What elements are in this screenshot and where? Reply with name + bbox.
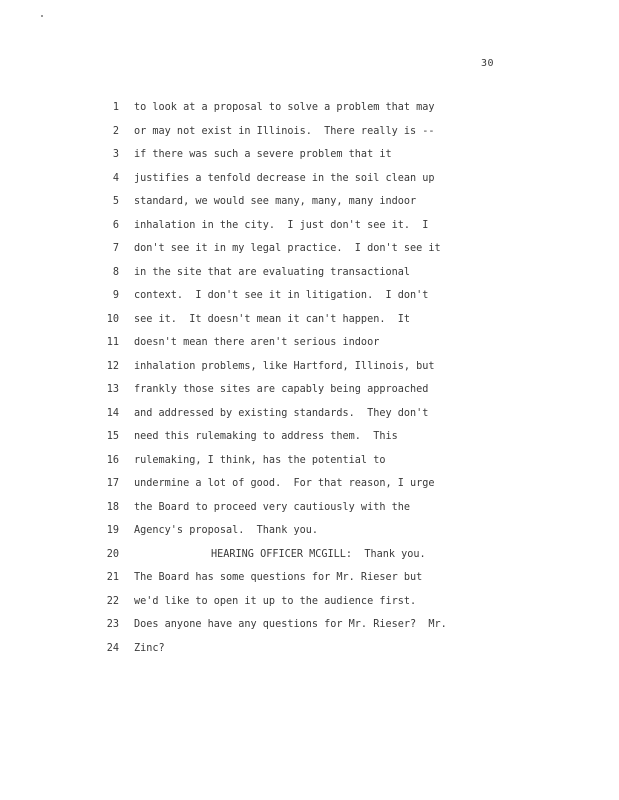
line-text: frankly those sites are capably being approached	[134, 384, 429, 395]
scan-speck	[41, 15, 43, 17]
transcript-line	[0, 523, 619, 539]
line-number: 8	[112, 266, 119, 278]
line-number: 22	[106, 595, 119, 607]
transcript-line	[0, 594, 619, 610]
line-text: doesn't mean there aren't serious indoor	[134, 337, 380, 348]
line-text: or may not exist in Illinois. There really is --	[134, 125, 435, 137]
line-text: Zinc?	[134, 642, 165, 654]
transcript-line	[0, 288, 619, 304]
transcript-line	[0, 570, 619, 586]
line-number: 24	[106, 642, 119, 654]
line-text: context. I don't see it in litigation. I don't	[134, 290, 429, 301]
line-number: 4	[112, 172, 119, 184]
transcript-line	[0, 124, 619, 140]
transcript-line	[0, 194, 619, 210]
line-number: 16	[106, 454, 119, 466]
line-number: 3	[112, 149, 119, 160]
line-text: rulemaking, I think, has the potential to	[134, 454, 386, 466]
line-text: Agency's proposal. Thank you.	[134, 525, 319, 536]
line-text: need this rulemaking to address them. This	[134, 431, 398, 442]
line-text: inhalation in the city. I just don't see it. I	[134, 219, 429, 231]
line-text: if there was such a severe problem that it	[134, 149, 392, 160]
line-number: 15	[106, 431, 119, 442]
line-number: 6	[112, 219, 119, 231]
line-number: 5	[112, 196, 119, 207]
line-number: 14	[106, 407, 119, 419]
line-text: and addressed by existing standards. They don't	[134, 407, 429, 419]
transcript-line	[0, 359, 619, 375]
transcript-line	[0, 500, 619, 516]
line-number: 23	[106, 619, 119, 630]
line-number: 10	[106, 313, 119, 325]
transcript-line	[0, 241, 619, 257]
line-text: don't see it in my legal practice. I don't see it	[134, 243, 441, 254]
line-number: 13	[106, 384, 119, 395]
page-number: 30	[481, 58, 495, 69]
line-number: 19	[106, 525, 119, 536]
line-number: 20	[106, 548, 119, 560]
line-text: Does anyone have any questions for Mr. Rieser? Mr.	[134, 619, 447, 630]
line-number: 17	[106, 478, 119, 489]
transcript-line	[0, 547, 619, 563]
transcript-line	[0, 312, 619, 328]
line-text: see it. It doesn't mean it can't happen. It	[134, 313, 411, 325]
line-text: justifies a tenfold decrease in the soil clean up	[134, 172, 435, 184]
line-text: standard, we would see many, many, many indoor	[134, 196, 417, 207]
line-text: The Board has some questions for Mr. Rieser but	[134, 572, 423, 583]
line-number: 9	[112, 290, 119, 301]
transcript-line	[0, 335, 619, 351]
transcript-line	[0, 406, 619, 422]
transcript-line	[0, 147, 619, 163]
transcript-line	[0, 453, 619, 469]
line-number: 11	[106, 337, 119, 348]
line-number: 21	[106, 572, 119, 583]
transcript-line	[0, 617, 619, 633]
transcript-line	[0, 218, 619, 234]
line-number: 2	[112, 125, 119, 137]
transcript-line	[0, 641, 619, 657]
transcript-line	[0, 100, 619, 116]
transcript-line	[0, 429, 619, 445]
line-text: inhalation problems, like Hartford, Illinois, but	[134, 360, 435, 372]
line-number: 18	[106, 501, 119, 513]
transcript-line	[0, 171, 619, 187]
line-text: the Board to proceed very cautiously with the	[134, 501, 411, 513]
line-text: undermine a lot of good. For that reason, I urge	[134, 478, 435, 489]
transcript-line	[0, 476, 619, 492]
transcript-line	[0, 382, 619, 398]
transcript-line	[0, 265, 619, 281]
line-text: in the site that are evaluating transactional	[134, 266, 411, 278]
line-number: 7	[112, 243, 119, 254]
line-text: we'd like to open it up to the audience first.	[134, 595, 417, 607]
line-number: 12	[106, 360, 119, 372]
line-text: HEARING OFFICER MCGILL: Thank you.	[211, 548, 426, 560]
line-number: 1	[112, 102, 119, 113]
line-text: to look at a proposal to solve a problem that may	[134, 102, 435, 113]
